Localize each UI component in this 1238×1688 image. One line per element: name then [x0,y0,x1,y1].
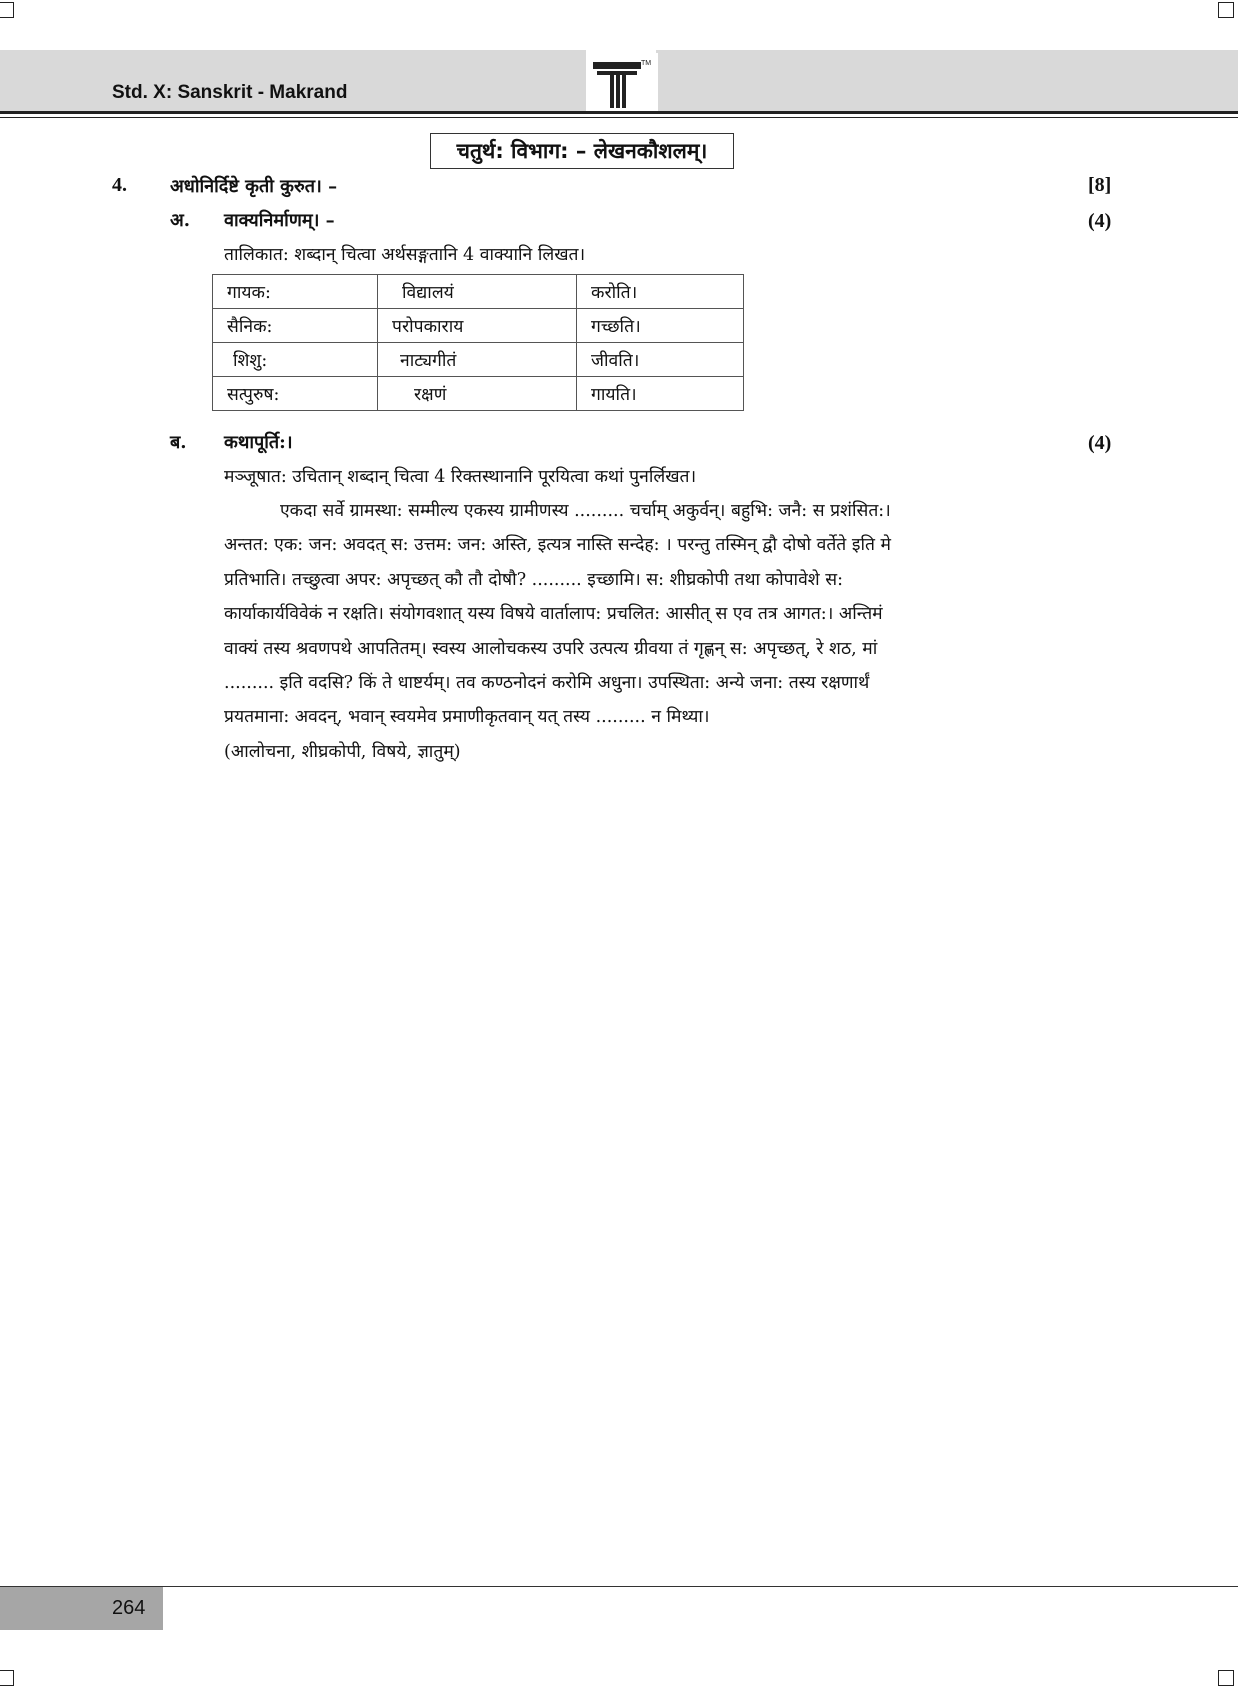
passage-line: वाक्यं तस्य श्रवणपथे आपतितम्। स्वस्य आलोचकस्य उपरि उत्पत्य ग्रीवया तं गृह्णन् स: अपृच्छत्, रे शठ, मां [224,638,878,659]
passage-line: ......... इति वदसि? किं ते धाष्टर्यम्। तव कण्ठनोदनं करोमि अधुना। उपस्थिता: अन्ये जना: तस्य रक्षणार्थं [224,673,870,694]
word-table [212,274,744,411]
part-a-instruction: तालिकात: शब्दान् चित्वा अर्थसङ्गतानि 4 वाक्यानि लिखत। [224,245,586,265]
header-title: Std. X: Sanskrit - Makrand [112,82,348,103]
question-instruction: अधोनिर्दिष्टे कृती कुरुत। – [170,176,338,197]
table-cell: रक्षणं [378,377,577,411]
header-band-right [656,50,1238,111]
header-rule [0,111,1238,114]
table-row [213,275,744,309]
table-cell: विद्यालयं [378,275,577,309]
passage-line: कार्याकार्यविवेकं न रक्षति। संयोगवशात् यस्य विषये वार्तालाप: प्रचलित: आसीत् स एव तत्र आगत:। अन्तिमं [224,604,883,625]
crop-mark-bottom-left [0,1670,14,1686]
table-cell: जीवति। [577,343,744,377]
table-cell: नाट्यगीतं [378,343,577,377]
word-box: (आलोचना, शीघ्रकोपी, विषये, ज्ञातुम्) [224,741,461,762]
page-number: 264 [112,1597,146,1619]
part-b-instruction: मञ्जूषात: उचितान् शब्दान् चित्वा 4 रिक्तस्थानानि पूरयित्वा कथां पुनर्लिखत। [224,467,697,487]
footer-page-box [0,1587,163,1630]
passage-line: प्रतिभाति। तच्छुत्वा अपर: अपृच्छत् कौ तौ दोषौ? ......... इच्छामि। स: शीघ्रकोपी तथा कोपावेशे स: [224,569,843,590]
table-cell: शिशु: [213,343,378,377]
part-a-marks: (4) [1088,210,1112,232]
table-cell: सैनिक: [213,309,378,343]
passage-line: प्रयतमाना: अवदन्, भवान् स्वयमेव प्रमाणीकृतवान् यत् तस्य ......... न मिथ्या। [224,707,710,728]
part-b-title: कथापूर्ति:। [224,432,293,453]
section-heading: चतुर्थ: विभाग: – लेखनकौशलम्। [430,133,734,169]
table-cell: परोपकाराय [378,309,577,343]
table-cell: सत्पुरुष: [213,377,378,411]
passage-line: एकदा सर्वे ग्रामस्था: सम्मील्य एकस्य ग्रामीणस्य ......... चर्चाम् अकुर्वन्। बहुभि: जनै: स प्रशंसित:। [280,501,891,521]
part-a-title: वाक्यनिर्माणम्। – [224,210,335,231]
question-number: 4. [112,174,127,196]
table-row [213,343,744,377]
header-rule-thin [0,117,1238,118]
table-cell: गायति। [577,377,744,411]
part-b-marks: (4) [1088,432,1112,454]
question-marks: [8] [1088,174,1112,196]
table-row [213,377,744,411]
table-cell: गायक: [213,275,378,309]
crop-mark-top-right [1218,2,1234,18]
table-row [213,309,744,343]
footer-rule [0,1586,1238,1587]
story-passage [224,494,1050,769]
part-a-label: अ. [170,210,191,231]
table-cell: गच्छति। [577,309,744,343]
passage-line: अन्तत: एक: जन: अवदत् स: उत्तम: जन: अस्ति, इत्यत्र नास्ति सन्देह: । परन्तु तस्मिन् द्वौ दोषो वर्तेते इति मे [224,535,891,556]
table-cell: करोति। [577,275,744,309]
tm-book-logo-icon [588,53,658,111]
trademark-label: TM [641,60,652,67]
crop-mark-top-left [0,2,14,18]
crop-mark-bottom-right [1218,1670,1234,1686]
part-b-label: ब. [170,432,187,453]
